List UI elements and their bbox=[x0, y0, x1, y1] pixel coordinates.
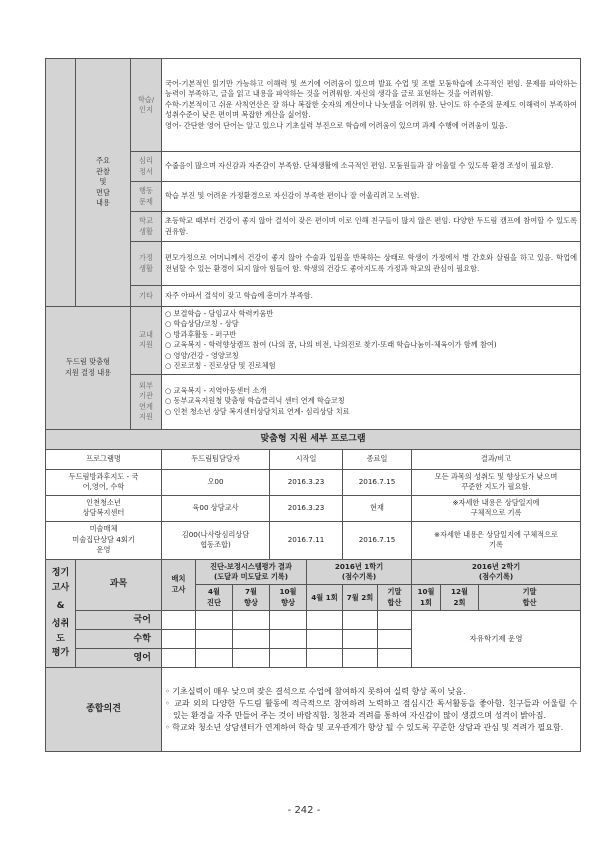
sem2-oct-header: 10월 1회 bbox=[412, 585, 441, 611]
list-item: ◦ 교과 외의 다양한 두드림 활동에 적극적으로 참여하려 노력하고 점심시간 독서활동을 좋아함. 친구들과 어울릴 수 있는 환경을 자주 만들어 주는 것이 바람직함. 칭찬과 격려를 통하여 자신감이 많이 생겼으며 성격이 밝아짐. bbox=[165, 698, 578, 720]
list-item: ○ 영양/건강 - 영양코칭 bbox=[165, 350, 239, 360]
overall-opinion-title: 종합의견 bbox=[46, 668, 162, 752]
end-date-header: 종료일 bbox=[343, 449, 412, 469]
program-section-title-row bbox=[46, 429, 581, 449]
etc-text: 자주 아파서 결석이 잦고 학습에 흥미가 부족함. bbox=[162, 286, 581, 307]
label-emotion: 심리 정서 bbox=[131, 152, 162, 182]
korean-note: 국어-기본적인 읽기만 가능하고 이해력 및 쓰기에 어려움이 있으며 발표 수업 및 조별 모둠학습에 소극적인 편임. 문제를 파악하는 능력이 부족하고, 글을 읽고 내용을 파악하는 것을 어려워함. 자신의 생각을 글로 표현하는 것을 어려워함. bbox=[165, 78, 578, 99]
observation-title-cell bbox=[46, 59, 76, 307]
program-end: 2016.7.15 bbox=[343, 521, 412, 559]
program-result: ※자세한 내용은 상담일지에 구체적으로 기록 bbox=[412, 495, 581, 521]
diag-jul-header: 7월 향상 bbox=[233, 585, 270, 611]
free-semester-note: 자유학기제 운영 bbox=[412, 611, 581, 668]
learning-text bbox=[162, 59, 581, 152]
grade-section-title: 정기 고사 & 성취도 평가 bbox=[46, 559, 76, 668]
school-text: 초등학교 때부터 건강이 좋지 않아 결석이 잦은 편이며 이로 인해 친구들이 많지 않은 편임. 다양한 두드림 캠프에 참여할 수 있도록 권유함. bbox=[162, 212, 581, 242]
label-external-support: 외부 기관 연계 지원 bbox=[131, 374, 162, 429]
list-item: ○ 인천 청소년 상담 복지센터상담치료 연계- 심리상담 치료 bbox=[165, 406, 350, 416]
diagnosis-header: 진단-보정시스템평가 결과 (도달과 미도달로 기록) bbox=[196, 559, 307, 585]
grade-header-row-1 bbox=[46, 559, 581, 585]
subject-english: 영어 bbox=[131, 649, 162, 668]
program-manager: 오00 bbox=[162, 469, 270, 495]
table-row bbox=[46, 521, 581, 559]
home-text: 편모가정으로 어머니께서 건강이 좋지 않아 수술과 입원을 반복하는 상태로 학생이 가정에서 병 간호와 살림을 하고 있음. 학업에 전념할 수 있는 환경이 되지 않아 힘들어 함. 학생의 건강도 좋아지도록 가정과 학교의 관심이 필요함. bbox=[162, 242, 581, 286]
program-manager: 육00 상담교사 bbox=[162, 495, 270, 521]
behavior-text: 학습 부진 및 어려운 가정환경으로 자신감이 부족한 편이나 잘 어울리려고 노력함. bbox=[162, 182, 581, 212]
program-end: 2016.7.15 bbox=[343, 469, 412, 495]
page-number: - 242 - bbox=[287, 805, 321, 816]
list-item: ○ 동부교육지원청 맞춤형 학습클리닉 센터 연계 학습코칭 bbox=[165, 396, 345, 406]
external-support-list bbox=[162, 374, 581, 429]
list-item: ○ 방과후활동 - 퍼구반 bbox=[165, 329, 237, 339]
diag-oct-header: 10월 향상 bbox=[270, 585, 307, 611]
result-header: 결과/비고 bbox=[412, 449, 581, 469]
subject-header: 과목 bbox=[76, 559, 162, 611]
english-note: 영어- 간단한 영어 단어는 알고 있으나 기초실력 부진으로 학습에 어려움이 있으며 과제 수행에 어려움이 있음. bbox=[165, 120, 508, 130]
observation-title: 주요 관찰 및 면담 내용 bbox=[76, 59, 131, 307]
semester2-header: 2016년 2학기 (점수기록) bbox=[412, 559, 581, 585]
program-manager: 김00(나사랑심리상담 협동조합) bbox=[162, 521, 270, 559]
overall-opinion-row bbox=[46, 668, 581, 752]
start-date-header: 시작일 bbox=[270, 449, 343, 469]
observation-row-learning bbox=[46, 59, 581, 152]
list-item: ◦ 기초실력이 매우 낮으며 잦은 결석으로 수업에 참여하지 못하여 실력 향상 폭이 낮음. bbox=[165, 686, 466, 696]
list-item: ○ 학습상담/코칭 - 상담 bbox=[165, 319, 239, 329]
sem2-final-header: 기말 합산 bbox=[479, 585, 581, 611]
grade-row-korean bbox=[46, 611, 581, 630]
overall-opinion-text bbox=[162, 668, 581, 752]
label-learning: 학습/ 인지 bbox=[131, 59, 162, 152]
program-name: 미술매체 미술집단상담 4회기 운영 bbox=[46, 521, 162, 559]
program-start: 2016.7.11 bbox=[270, 521, 343, 559]
sem1-apr-header: 4월 1회 bbox=[307, 585, 343, 611]
subject-math: 수학 bbox=[131, 630, 162, 649]
subject-korean: 국어 bbox=[131, 611, 162, 630]
support-row-internal bbox=[46, 307, 581, 375]
label-internal-support: 교내 지원 bbox=[131, 307, 162, 375]
internal-support-list bbox=[162, 307, 581, 375]
label-school: 학교 생활 bbox=[131, 212, 162, 242]
manager-header: 두드림팀담당자 bbox=[162, 449, 270, 469]
program-name: 두드림방과후지도 - 국 어,영어, 수학 bbox=[46, 469, 162, 495]
program-result: ※자세한 내용은 상담일지에 구체적으로 기록 bbox=[412, 521, 581, 559]
program-section-title: 맞춤형 지원 세부 프로그램 bbox=[46, 429, 581, 449]
list-item: ○ 진로코칭 - 진로상담 및 진로체험 bbox=[165, 361, 276, 371]
student-record-table bbox=[45, 58, 581, 752]
program-result: 모든 과목의 성취도 및 향상도가 낮으며 꾸준한 지도가 필요함. bbox=[412, 469, 581, 495]
table-row bbox=[46, 495, 581, 521]
program-end: 현재 bbox=[343, 495, 412, 521]
sem1-jul-header: 7월 2회 bbox=[343, 585, 378, 611]
semester1-header: 2016년 1학기 (점수기록) bbox=[307, 559, 412, 585]
program-start: 2016.3.23 bbox=[270, 469, 343, 495]
diag-apr-header: 4월 진단 bbox=[196, 585, 233, 611]
support-title: 두드림 맞춤형 지원 결정 내용 bbox=[46, 307, 131, 430]
label-etc: 기타 bbox=[131, 286, 162, 307]
list-item: ◦ 학교와 청소년 상담센터가 연계하여 학습 및 교우관계가 향상 될 수 있도록 꾸준한 상담과 관심 및 격려가 필요함. bbox=[165, 722, 564, 732]
label-behavior: 행동 문제 bbox=[131, 182, 162, 212]
program-name: 인천청소년 상담복지센터 bbox=[46, 495, 162, 521]
program-name-header: 프로그램명 bbox=[46, 449, 162, 469]
sem1-final-header: 기말 합산 bbox=[378, 585, 412, 611]
placement-test-header: 배치 고사 bbox=[162, 559, 196, 611]
program-start: 2016.3.23 bbox=[270, 495, 343, 521]
list-item: ○ 교육복지 - 지역아동센터 소개 bbox=[165, 385, 267, 395]
program-header-row bbox=[46, 449, 581, 469]
emotion-text: 수줍음이 많으며 자신감과 자존감이 부족함. 단체생활에 소극적인 편임. 모둠원들과 잘 어울릴 수 있도록 환경 조성이 필요함. bbox=[162, 152, 581, 182]
table-row bbox=[46, 469, 581, 495]
list-item: ○ 보결학습 - 담임교사 학력키움반 bbox=[165, 309, 274, 318]
math-note: 수학-기본적이고 쉬운 사칙연산은 잘 하나 복잡한 숫자의 계산이나 나눗셈을 어려워 함. 난이도 하 수준의 문제도 이해력이 부족하여 성취수준이 낮은 편이며 복잡한 계산을 싫어함. bbox=[165, 99, 578, 120]
list-item: ○ 교육복지 - 학력향상캠프 참여 (나의 꿈, 나의 비전, 나의진로 찾기-또래 학습나눔이-체육이가 함께 참여) bbox=[165, 340, 497, 350]
label-home: 가정 생활 bbox=[131, 242, 162, 286]
sem2-dec-header: 12월 2회 bbox=[441, 585, 479, 611]
